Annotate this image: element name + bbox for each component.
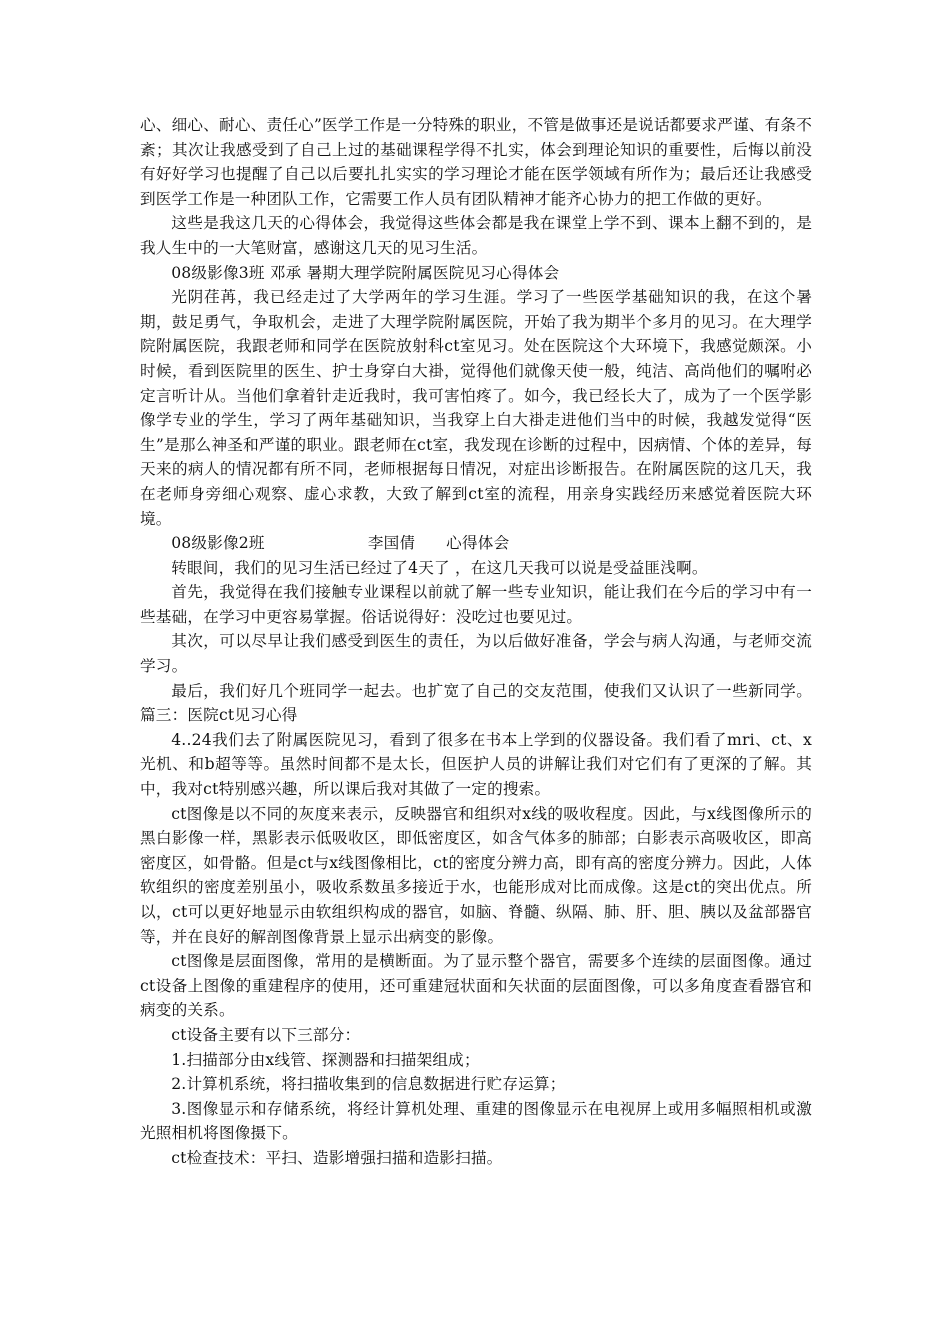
list-item: 3.图像显示和存储系统，将经计算机处理、重建的图像显示在电视屏上或用多幅照相机或激光照相机将图像摄下。 xyxy=(140,1099,812,1143)
section-heading: 08级影像2班 李国倩 心得体会 xyxy=(171,534,510,553)
paragraph: 最后，我们好几个班同学一起去。也扩宽了自己的交友范围，使我们又认识了一些新同学。篇三：医院ct见习心得 xyxy=(140,681,812,725)
list-item: 2.计算机系统，将扫描收集到的信息数据进行贮存运算； xyxy=(171,1075,566,1094)
list-intro: ct设备主要有以下三部分： xyxy=(171,1025,361,1044)
document-body xyxy=(140,113,812,1171)
paragraph: ct图像是以不同的灰度来表示，反映器官和组织对x线的吸收程度。因此，与x线图像所示的黑白影像一样，黑影表示低吸收区，即低密度区，如含气体多的肺部；白影表示高吸收区，即高密度区，如骨骼。但是ct与x线图像相比，ct的密度分辨力高，即有高的密度分辨力。因此，人体软组织的密度差别虽小，吸收系数虽多接近于水，也能形成对比而成像。这是ct的突出优点。所以，ct可以更好地显示由软组织构成的器官，如脑、脊髓、纵隔、肺、肝、胆、胰以及盆部器官等，并在良好的解剖图像背景上显示出病变的影像。 xyxy=(140,804,812,946)
paragraph: ct检查技术：平扫、造影增强扫描和造影扫描。 xyxy=(171,1148,503,1167)
paragraph: 4..24我们去了附属医院见习，看到了很多在书本上学到的仪器设备。我们看了mri、ct、x光机、和b超等等。虽然时间都不是太长，但医护人员的讲解让我们对它们有了更深的了解。其中，我对ct特别感兴趣，所以课后我对其做了一定的搜索。 xyxy=(140,730,812,799)
paragraph: 首先，我觉得在我们接触专业课程以前就了解一些专业知识，能让我们在今后的学习中有一些基础，在学习中更容易掌握。俗话说得好：没吃过也要见过。 xyxy=(140,583,812,626)
paragraph: 转眼间，我们的见习生活已经过了4天了 ，在这几天我可以说是受益匪浅啊。 xyxy=(171,558,708,577)
section-heading: 08级影像3班 邓承 暑期大理学院附属医院见习心得体会 xyxy=(171,263,560,282)
paragraph: 光阴荏苒，我已经走过了大学两年的学习生涯。学习了一些医学基础知识的我，在这个暑期，鼓足勇气，争取机会，走进了大理学院附属医院，开始了我为期半个多月的见习。在大理学院附属医院，我跟老师和同学在医院放射科ct室见习。处在医院这个大环境下，我感觉颇深。小时候，看到医院里的医生、护士身穿白大褂，觉得他们就像天使一般，纯洁、高尚他们的嘱咐必定言听计从。当他们拿着针走近我时，我可害怕疼了。如今，我已经长大了，成为了一个医学影像学专业的学生，学习了两年基础知识，当我穿上白大褂走进他们当中的时候，我越发觉得“医生”是那么神圣和严谨的职业。跟老师在ct室，我发现在诊断的过程中，因病情、个体的差异，每天来的病人的情况都有所不同，老师根据每日情况，对症出诊断报告。在附属医院的这几天，我在老师身旁细心观察、虚心求教，大致了解到ct室的流程，用亲身实践经历来感觉着医院大环境。 xyxy=(140,288,812,528)
list-item: 1.扫描部分由x线管、探测器和扫描架组成； xyxy=(171,1050,480,1069)
paragraph: 其次，可以尽早让我们感受到医生的责任，为以后做好准备，学会与病人沟通，与老师交流学习。 xyxy=(140,632,812,676)
paragraph: 这些是我这几天的心得体会，我觉得这些体会都是我在课堂上学不到、课本上翻不到的，是我人生中的一大笔财富，感谢这几天的见习生活。 xyxy=(140,214,812,257)
paragraph: 心、细心、耐心、责任心”医学工作是一分特殊的职业，不管是做事还是说话都要求严谨、有条不紊；其次让我感受到了自己上过的基础课程学得不扎实，体会到理论知识的重要性，后悔以前没有好好学习也提醒了自己以后要扎扎实实的学习理论才能在医学领域有所作为；最后还让我感受到医学工作是一种团队工作，它需要工作人员有团队精神才能齐心协力的把工作做的更好。 xyxy=(140,116,812,208)
paragraph: ct图像是层面图像，常用的是横断面。为了显示整个器官，需要多个连续的层面图像。通过ct设备上图像的重建程序的使用，还可重建冠状面和矢状面的层面图像，可以多角度查看器官和病变的关系。 xyxy=(140,952,812,1020)
